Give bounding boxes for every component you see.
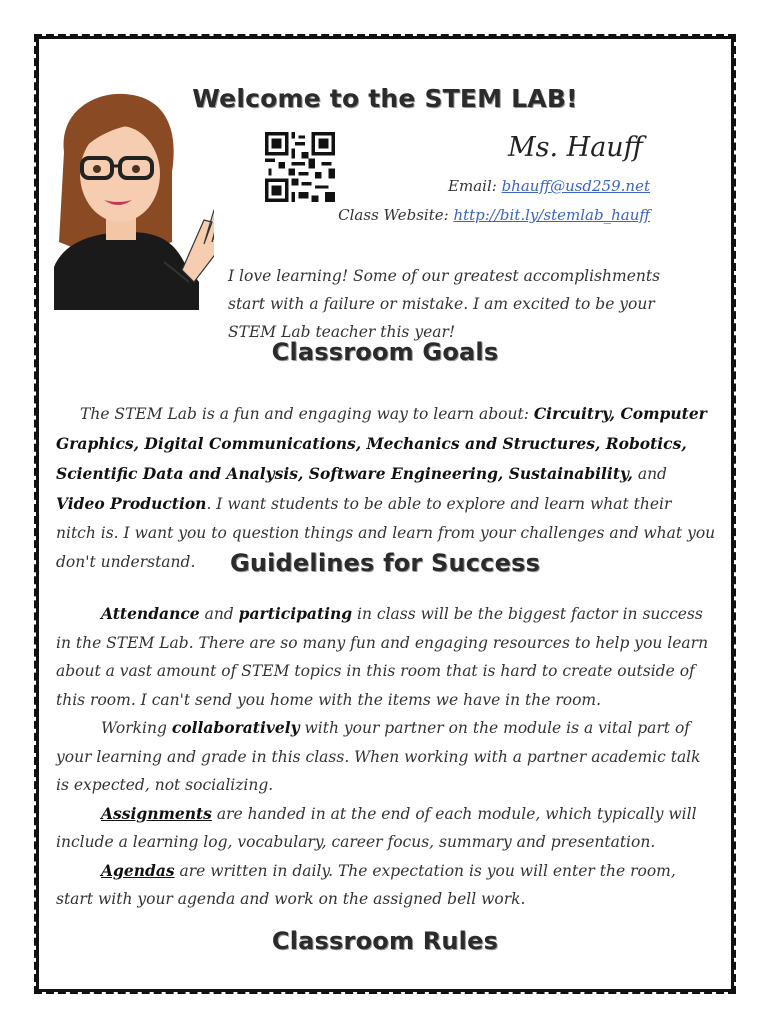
guideline-attendance <box>56 600 716 714</box>
guideline-agendas <box>56 857 716 914</box>
goals-lead: The STEM Lab is a fun and engaging way to learn about: <box>80 405 534 423</box>
qr-code[interactable] <box>265 132 335 202</box>
collab-lead: Working <box>101 719 172 737</box>
rules-heading: Classroom Rules <box>271 927 499 955</box>
agendas-term: Agendas <box>101 860 175 880</box>
attendance-and: and <box>199 605 239 623</box>
email-line <box>448 177 650 195</box>
teacher-name: Ms. Hauff <box>508 132 643 163</box>
guidelines-body <box>56 600 716 914</box>
attendance-term: Attendance <box>101 604 200 623</box>
website-label: Class Website: <box>338 206 454 224</box>
goals-topics: Circuitry, Computer Graphics, Digital Communications, Mechanics and Structures, Robotics, Scientific Data and Analysis, Software Engineering, Sustainability, <box>56 404 707 483</box>
agendas-text: are written in daily. The expectation is you will enter the room, start with your agenda and work on the assigned bell work. <box>56 861 676 908</box>
guideline-assignments <box>56 800 716 857</box>
page-title: Welcome to the STEM LAB! <box>192 84 578 113</box>
teacher-avatar-image <box>54 92 214 310</box>
email-link[interactable]: bhauff@usd259.net <box>501 177 650 195</box>
guideline-collaboration <box>56 714 716 800</box>
email-label: Email: <box>448 177 502 195</box>
assignments-text: are handed in at the end of each module, which typically will include a learning log, vocabulary, career focus, summary and presentation. <box>56 804 697 851</box>
goals-heading: Classroom Goals <box>271 338 499 366</box>
intro-paragraph: I love learning! Some of our greatest accomplishments start with a failure or mistake. I am excited to be your STEM Lab teacher this year! <box>228 267 661 341</box>
goals-topic-last: Video Production <box>56 494 207 513</box>
website-line <box>338 206 650 224</box>
guidelines-heading: Guidelines for Success <box>229 549 541 577</box>
goals-and: and <box>632 465 667 483</box>
assignments-term: Assignments <box>101 803 212 823</box>
collab-text: with your partner on the module is a vital part of your learning and grade in this class. When working with a partner academic talk is expected, not socializing. <box>56 719 701 794</box>
attendance-text: in class will be the biggest factor in success in the STEM Lab. There are so many fun and engaging resources to help you learn about a vast amount of STEM topics in this room that is hard to create outside of this room. I can't send you home with the items we have in the room. <box>56 605 709 709</box>
goals-rest: . I want students to be able to explore and learn what their nitch is. I want you to question things and learn from your challenges and what you don't understand. <box>56 495 716 571</box>
website-link[interactable]: http://bit.ly/stemlab_hauff <box>453 206 650 224</box>
collab-term: collaboratively <box>171 718 300 737</box>
participating-term: participating <box>238 604 353 623</box>
